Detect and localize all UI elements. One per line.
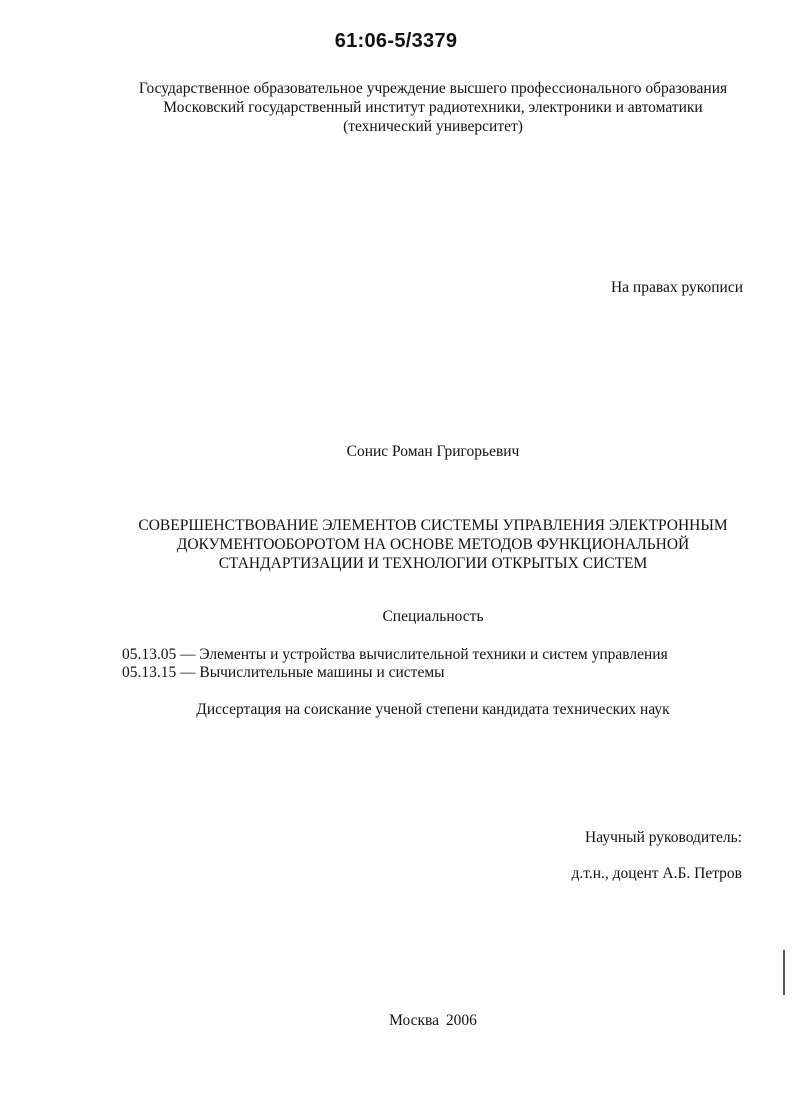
- supervisor-label: Научный руководитель:: [585, 829, 742, 846]
- city-year: Москва 2006: [389, 1012, 477, 1029]
- degree-statement: Диссертация на соискание ученой степени кандидата технических наук: [196, 701, 670, 718]
- specialty-code: 05.13.05: [122, 646, 177, 663]
- organization-block: [0, 79, 792, 136]
- specialty-heading: Специальность: [382, 608, 484, 625]
- specialty-name: — Элементы и устройства вычислительной техники и систем управления: [180, 646, 668, 663]
- specialty-item: [122, 664, 668, 682]
- specialty-item: [122, 646, 668, 664]
- organization-line: Московский государственный институт радиотехники, электроники и автоматики: [163, 99, 703, 116]
- manuscript-note: На правах рукописи: [610, 279, 743, 296]
- title-line: СТАНДАРТИЗАЦИИ И ТЕХНОЛОГИИ ОТКРЫТЫХ СИСТЕМ: [218, 555, 648, 572]
- title-line: ДОКУМЕНТООБОРОТОМ НА ОСНОВЕ МЕТОДОВ ФУНКЦИОНАЛЬНОЙ: [176, 536, 690, 553]
- scan-edge-mark: [783, 950, 785, 995]
- specialty-code: 05.13.15: [122, 664, 177, 681]
- catalog-code: 61:06-5/3379: [334, 30, 458, 52]
- organization-line: Государственное образовательное учреждение высшего профессионального образования: [138, 80, 728, 97]
- supervisor-name: д.т.н., доцент А.Б. Петров: [571, 865, 742, 882]
- organization-line: (технический университет): [343, 118, 523, 135]
- specialty-name: — Вычислительные машины и системы: [180, 664, 445, 681]
- specialty-list: [122, 646, 668, 682]
- dissertation-title: [0, 516, 792, 573]
- title-line: СОВЕРШЕНСТВОВАНИЕ ЭЛЕМЕНТОВ СИСТЕМЫ УПРАВЛЕНИЯ ЭЛЕКТРОННЫМ: [138, 517, 728, 534]
- author-name: Сонис Роман Григорьевич: [346, 443, 520, 460]
